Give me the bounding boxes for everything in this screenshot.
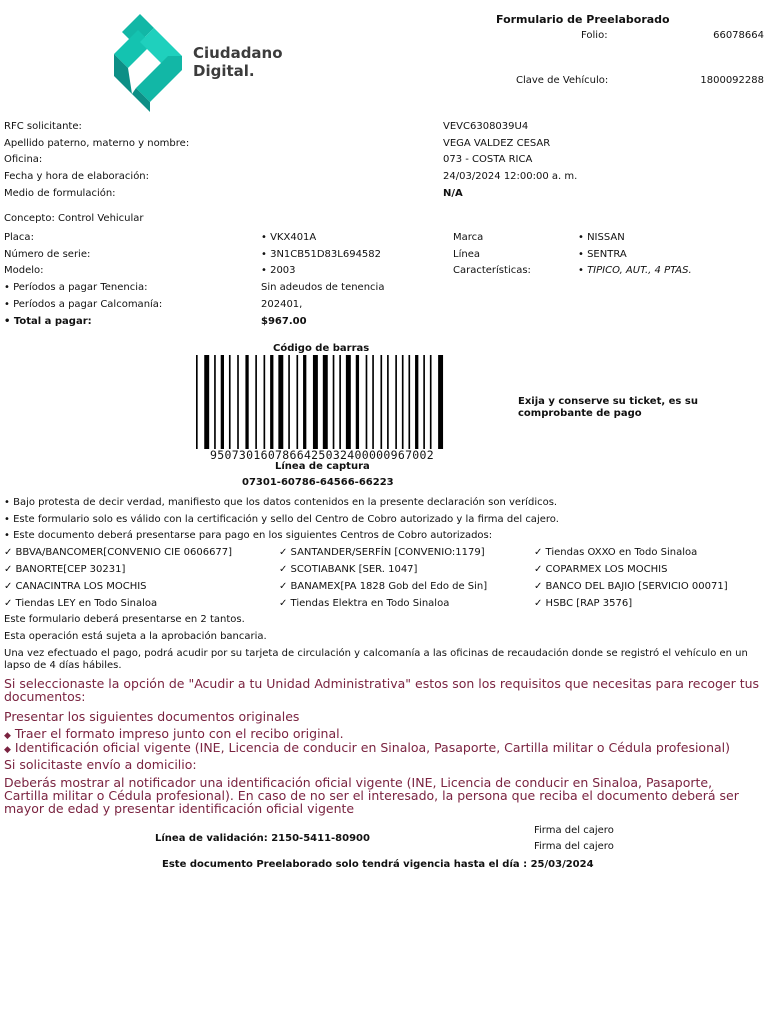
centro-item: ✓ BANAMEX[PA 1828 Gob del Edo de Sin] — [279, 581, 488, 592]
barcode-bar — [278, 355, 283, 449]
tenencia-value: Sin adeudos de tenencia — [261, 282, 385, 293]
diamond-bullet-icon: ◆ — [4, 745, 11, 755]
note-2: • Este formulario solo es válido con la certificación y sello del Centro de Cobro autorizado y la firma del cajero. — [4, 514, 559, 525]
ticket-note-line1: Exija y conserve su ticket, es su — [518, 396, 698, 407]
centro-item: ✓ SANTANDER/SERFÍN [CONVENIO:1179] — [279, 547, 485, 558]
folio-label: Folio: — [581, 30, 608, 41]
oficina-label: Oficina: — [4, 154, 43, 165]
barcode-bar — [415, 355, 418, 449]
total-label: • Total a pagar: — [4, 316, 92, 327]
firma-cajero-1: Firma del cajero — [534, 825, 614, 836]
requisitos-subtitle: Presentar los siguientes documentos originales — [4, 709, 300, 724]
centro-item: ✓ Tiendas LEY en Todo Sinaloa — [4, 598, 158, 609]
ticket-note-line2: comprobante de pago — [518, 408, 642, 419]
barcode-bar — [255, 355, 257, 449]
barcode-bar — [270, 355, 273, 449]
barcode-bar — [333, 355, 335, 449]
vigencia-note: Este documento Preelaborado solo tendrá vigencia hasta el día : 25/03/2024 — [162, 859, 594, 870]
barcode-bar — [288, 355, 290, 449]
caracteristicas-value: • TIPICO, AUT., 4 PTAS. — [578, 265, 692, 276]
nombre-value: VEGA VALDEZ CESAR — [443, 138, 551, 149]
folio-value: 66078664 — [713, 30, 764, 41]
barcode-bar — [323, 355, 328, 449]
barcode-bar — [402, 355, 404, 449]
validacion-line: Línea de validación: 2150-5411-80900 — [155, 833, 370, 844]
barcode-bar — [303, 355, 306, 449]
centro-item: ✓ Tiendas Elektra en Todo Sinaloa — [279, 598, 450, 609]
placa-value: • VKX401A — [261, 232, 317, 243]
calcomania-label: • Períodos a pagar Calcomanía: — [4, 299, 163, 310]
barcode-number: 9507301607866425032400000967002 — [210, 448, 434, 462]
requisito-item-text: Traer el formato impreso junto con el recibo original. — [14, 726, 344, 741]
barcode-bar — [204, 355, 209, 449]
requisitos-intro: Si seleccionaste la opción de "Acudir a tu Unidad Administrativa" estos son los requisitos que necesitas para recoger tus documentos: — [4, 676, 760, 704]
barcode-bar — [395, 355, 397, 449]
clave-value: 1800092288 — [700, 75, 764, 86]
centro-item: ✓ BBVA/BANCOMER[CONVENIO CIE 0606677] — [4, 547, 233, 558]
centro-item: ✓ HSBC [RAP 3576] — [534, 598, 633, 609]
barcode-bar — [438, 355, 443, 449]
centro-item: ✓ BANORTE[CEP 30231] — [4, 564, 126, 575]
requisito-item-2 — [4, 740, 730, 755]
form-title: Formulario de Preelaborado — [496, 13, 670, 26]
barcode-bar — [264, 355, 266, 449]
concepto: Concepto: Control Vehicular — [4, 213, 144, 224]
requisito-item-1 — [4, 726, 344, 741]
calcomania-value: 202401, — [261, 299, 303, 310]
note-1: • Bajo protesta de decir verdad, manifiesto que los datos contenidos en la presente declaración son verídicos. — [4, 497, 558, 508]
barcode-bar — [245, 355, 248, 449]
modelo-value: • 2003 — [261, 265, 296, 276]
oficina-value: 073 - COSTA RICA — [443, 154, 533, 165]
barcode-bar — [387, 355, 389, 449]
aprobacion-note: Esta operación está sujeta a la aprobación bancaria. — [4, 631, 267, 642]
logo-text-line2: Digital. — [193, 62, 255, 80]
barcode-bar — [196, 355, 198, 449]
marca-label: Marca — [453, 232, 484, 243]
marca-value: • NISSAN — [578, 232, 625, 243]
barcode-bar — [366, 355, 368, 449]
serie-value: • 3N1CB51D83L694582 — [261, 249, 382, 260]
centro-item: ✓ COPARMEX LOS MOCHIS — [534, 564, 668, 575]
firma-cajero-2: Firma del cajero — [534, 841, 614, 852]
rfc-value: VEVC6308039U4 — [443, 121, 529, 132]
centro-item: ✓ CANACINTRA LOS MOCHIS — [4, 581, 147, 592]
captura-value: 07301-60786-64566-66223 — [242, 477, 394, 488]
barcode-bar — [296, 355, 298, 449]
captura-label: Línea de captura — [275, 461, 370, 472]
note-3: • Este documento deberá presentarse para pago en los siguientes Centros de Cobro autorizados: — [4, 530, 493, 541]
nombre-label: Apellido paterno, materno y nombre: — [4, 138, 190, 149]
barcode-bar — [408, 355, 410, 449]
fecha-label: Fecha y hora de elaboración: — [4, 171, 150, 182]
barcode-bar — [221, 355, 224, 449]
tenencia-label: • Períodos a pagar Tenencia: — [4, 282, 148, 293]
barcode-bar — [229, 355, 231, 449]
barcode-bar — [380, 355, 382, 449]
pago-info: Una vez efectuado el pago, podrá acudir por su tarjeta de circulación y calcomanía a las oficinas de recaudación donde se registró el vehículo en un lapso de 4 días hábiles. — [4, 648, 748, 671]
linea-value: • SENTRA — [578, 249, 627, 260]
barcode-image — [196, 355, 448, 449]
barcode-bar — [430, 355, 432, 449]
barcode-bar — [214, 355, 216, 449]
tantos-note: Este formulario deberá presentarse en 2 tantos. — [4, 614, 245, 625]
ciudadano-digital-logo-icon — [110, 14, 186, 112]
barcode-bar — [423, 355, 425, 449]
domicilio-title: Si solicitaste envío a domicilio: — [4, 757, 197, 772]
placa-label: Placa: — [4, 232, 34, 243]
clave-label: Clave de Vehículo: — [516, 75, 609, 86]
fecha-value: 24/03/2024 12:00:00 a. m. — [443, 171, 578, 182]
medio-value: N/A — [443, 188, 463, 199]
rfc-label: RFC solicitante: — [4, 121, 82, 132]
requisito-item-text: Identificación oficial vigente (INE, Licencia de conducir en Sinaloa, Pasaporte, Cartilla militar o Cédula profesional) — [14, 740, 731, 755]
barcode-bar — [372, 355, 374, 449]
domicilio-text: Deberás mostrar al notificador una identificación oficial vigente (INE, Licencia de conducir en Sinaloa, Pasaporte, Cartilla militar o Cédula profesional). En caso de no ser el interesado, la persona que reciba el documento deberá ser mayor de edad y presentar identificación oficial vigente — [4, 775, 739, 816]
logo-text-line1: Ciudadano — [193, 44, 283, 62]
barcode-title: Código de barras — [273, 343, 370, 354]
caracteristicas-label: Características: — [453, 265, 531, 276]
linea-label: Línea — [453, 249, 480, 260]
centro-item: ✓ Tiendas OXXO en Todo Sinaloa — [534, 547, 698, 558]
barcode-bar — [237, 355, 239, 449]
diamond-bullet-icon: ◆ — [4, 731, 11, 741]
modelo-label: Modelo: — [4, 265, 44, 276]
centro-item: ✓ BANCO DEL BAJIO [SERVICIO 00071] — [534, 581, 728, 592]
barcode-bar — [313, 355, 318, 449]
medio-label: Medio de formulación: — [4, 188, 116, 199]
barcode-bar — [339, 355, 341, 449]
barcode-bar — [356, 355, 359, 449]
centro-item: ✓ SCOTIABANK [SER. 1047] — [279, 564, 418, 575]
total-value: $967.00 — [261, 316, 307, 327]
barcode-bar — [346, 355, 351, 449]
serie-label: Número de serie: — [4, 249, 91, 260]
